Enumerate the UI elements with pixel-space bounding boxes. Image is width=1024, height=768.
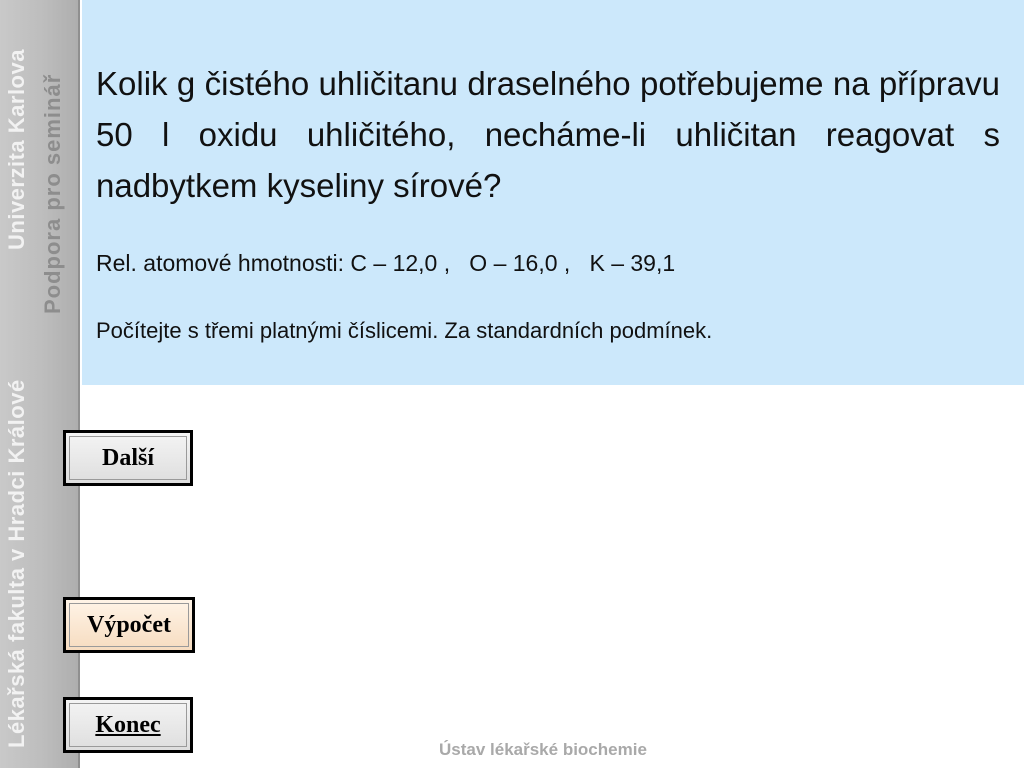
department-footer: Ústav lékařské biochemie xyxy=(439,740,647,759)
end-button-label: Konec xyxy=(95,711,161,738)
end-button[interactable] xyxy=(63,697,193,753)
faculty-name: Lékařská fakulta v Hradci Králové xyxy=(4,379,29,748)
atomic-masses-text: Rel. atomové hmotnosti: C – 12,0 , O – 16,0 , K – 39,1 xyxy=(96,250,676,276)
calculation-button[interactable] xyxy=(63,597,195,653)
university-name: Univerzita Karlova xyxy=(4,49,29,250)
instruction-text: Počítejte s třemi platnými číslicemi. Za standardních podmínek. xyxy=(96,318,713,343)
question-text: Kolik g čistého uhličitanu draselného potřebujeme na přípravu 50 l oxidu uhličitého, necháme-li uhličitan reagovat s nadbytkem kyseliny sírové? xyxy=(96,65,1000,204)
question-panel xyxy=(82,0,1024,385)
next-button-label: Další xyxy=(101,444,154,471)
calculation-button-label: Výpočet xyxy=(87,611,171,638)
seminar-support-label: Podpora pro seminář xyxy=(40,73,65,314)
next-button[interactable] xyxy=(63,430,193,486)
